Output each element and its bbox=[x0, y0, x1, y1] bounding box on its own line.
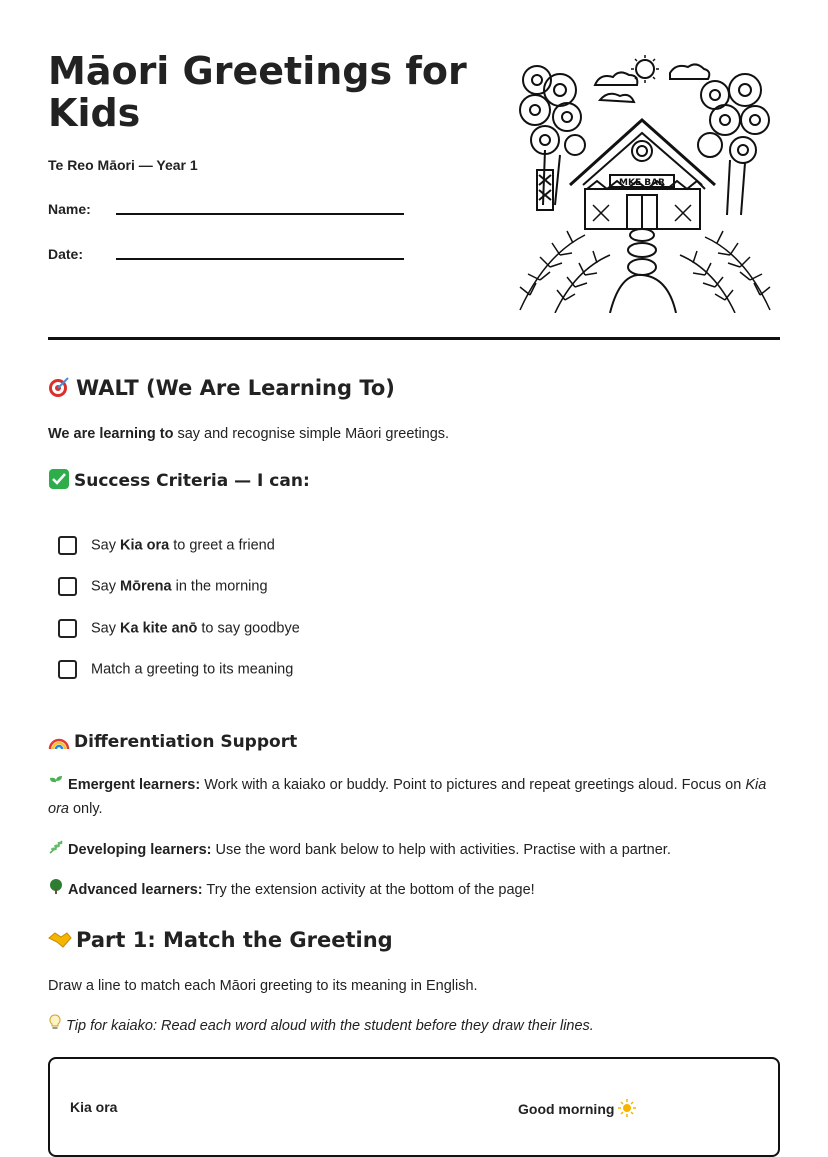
checkbox[interactable] bbox=[58, 536, 77, 555]
emergent-text: Emergent learners: Work with a kaiako or buddy. Point to pictures and repeat greetings aloud. Focus on Kia ora only. bbox=[48, 777, 767, 817]
tree-icon bbox=[48, 882, 64, 898]
date-line[interactable] bbox=[116, 258, 404, 260]
criteria-item[interactable] bbox=[58, 536, 275, 555]
name-label: Name: bbox=[48, 201, 91, 217]
page-title: Māori Greetings for Kids bbox=[48, 49, 467, 135]
greeting-item[interactable]: Kia ora bbox=[70, 1099, 118, 1115]
walt-heading bbox=[48, 376, 395, 400]
sun-icon bbox=[618, 1101, 636, 1117]
walt-heading-text: WALT (We Are Learning To) bbox=[76, 376, 395, 400]
name-line[interactable] bbox=[116, 213, 404, 215]
part1-heading bbox=[48, 928, 393, 952]
check-mark-icon bbox=[48, 469, 70, 491]
lightbulb-icon bbox=[48, 1018, 62, 1034]
checkbox[interactable] bbox=[58, 660, 77, 679]
walt-rest: say and recognise simple Māori greetings. bbox=[173, 426, 450, 442]
tip-text: Tip for kaiako: Read each word aloud with the student before they draw their lines. bbox=[48, 1014, 784, 1038]
wharenui-illustration bbox=[515, 55, 775, 313]
name-field bbox=[48, 201, 91, 217]
checkbox[interactable] bbox=[58, 577, 77, 596]
walt-text bbox=[48, 422, 784, 446]
illustration-sign: MKE BAR bbox=[619, 178, 665, 188]
rainbow-icon bbox=[48, 732, 70, 752]
date-field bbox=[48, 246, 83, 262]
matching-box bbox=[48, 1057, 780, 1157]
success-heading bbox=[48, 469, 310, 491]
success-heading-text: Success Criteria — I can: bbox=[74, 471, 310, 491]
date-label: Date: bbox=[48, 246, 84, 262]
walt-lead: We are learning to bbox=[48, 426, 174, 442]
criteria-item[interactable] bbox=[58, 660, 293, 679]
criteria-text: Match a greeting to its meaning bbox=[91, 661, 294, 678]
part1-heading-text: Part 1: Match the Greeting bbox=[76, 928, 393, 952]
differentiation-heading bbox=[48, 732, 297, 752]
target-icon bbox=[48, 376, 70, 400]
sun-icon bbox=[636, 60, 654, 78]
criteria-text: Say Ka kite anō to say goodbye bbox=[91, 620, 300, 637]
header-divider bbox=[48, 337, 780, 340]
criteria-item[interactable] bbox=[58, 577, 268, 596]
seedling-icon bbox=[48, 777, 64, 793]
part1-instructions: Draw a line to match each Māori greeting to its meaning in English. bbox=[48, 978, 478, 994]
checkbox[interactable] bbox=[58, 619, 77, 638]
criteria-text: Say Kia ora to greet a friend bbox=[91, 537, 275, 554]
criteria-text: Say Mōrena in the morning bbox=[91, 578, 268, 595]
subtitle: Te Reo Māori — Year 1 bbox=[48, 157, 198, 173]
meaning-item[interactable]: Good morning bbox=[518, 1099, 636, 1117]
developing-text: Developing learners: Use the word bank below to help with activities. Practise with a partner. bbox=[48, 838, 784, 862]
handshake-icon bbox=[48, 928, 70, 952]
herb-icon bbox=[48, 842, 64, 858]
differentiation-heading-text: Differentiation Support bbox=[74, 732, 298, 752]
advanced-text: Advanced learners: Try the extension activity at the bottom of the page! bbox=[48, 878, 784, 902]
criteria-item[interactable] bbox=[58, 619, 300, 638]
